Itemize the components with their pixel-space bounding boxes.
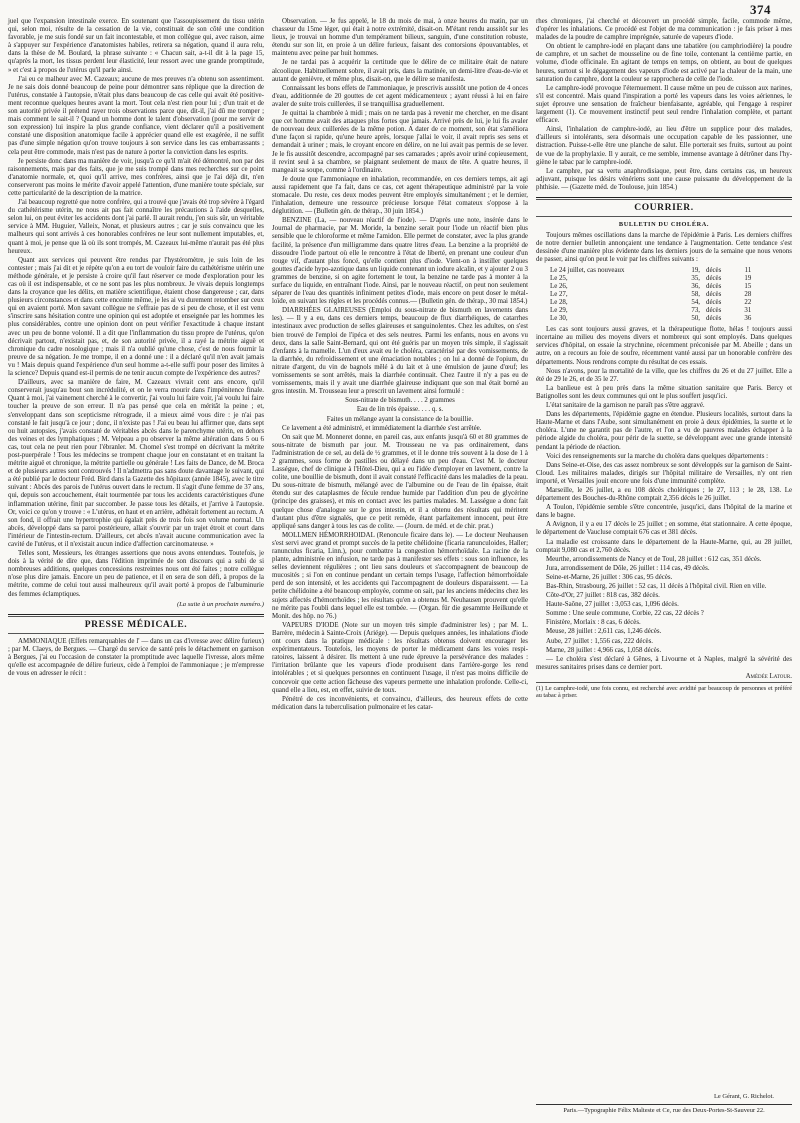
paragraph: Voici des renseignements sur la marche du choléra dans quelques départements : [546,452,769,460]
paragraph-observation: Observation. — Je fus appelé, le 18 du mois de mai, à onze heures du matin, par un chasseur du 15me léger, qui était à notre extrémité, disait-on. M'étant rendu aussitôt sur les lieux, je trouvai un homme d'un tempérament bilieux, sanguin, d'une constitution robuste, étendu sur son lit, en proie à un délire furieux, faisant des contorsions épouvantables, et maintenu avec peine par huit hommes. [272,18,528,58]
paragraph: Haute-Saône, 27 juillet : 3,053 cas, 1,096 décès. [546,601,679,609]
stats-deaths: 31 [744,307,752,314]
paragraph: Les cas sont toujours aussi graves, et la thérapeutique flotte, hélas ! toujours aussi incertaine au milieu des moyens divers et nombreux qui sont employés. Dans quelques services d'hôpital, on essaie la strychnine, récemment préconisée par M. Abeille ; dans un autre, on a recours au foie de soufre, récemment vanté aussi par un honorable confrère des départements. Nous rendrons compte du résultat de ces essais. [536,326,792,366]
stats-deaths: 19 [744,274,752,282]
page-number: 374 [750,2,771,17]
stats-row [550,291,792,299]
paragraph: Je quittai la chambrée à midi ; mais on ne tarda pas à revenir me chercher, en me disant que cet homme avait des attaques plus fortes que jamais. Arrivé près de lui, je lui fis avaler de nouveau deux cuillerées de la même potion. A dater de ce moment, son état s'améliora d'une façon si rapide, qu'une heure après, lorsque j'allai le voir, il avait repris ses sens et demandait à uriner ; mais, le croyant encore en délire, on ne lui avait pas permis de se lever. Je le fis aussitôt descendre, accompagné par ses camarades ; après avoir uriné copieusement, il revint seul à sa chambre, se plaignant seulement de maux de tête. A quatre heures, il mangeait sa soupe, comme à l'ordinaire. [272,110,528,174]
column-3 [536,18,792,701]
paragraph: La banlieue est à peu près dans la même situation sanitaire que Paris. Bercy et Batignolles sont les deux communes qui ont le plus souffert jusqu'ici. [536,384,792,400]
paragraph: rhes chroniques, j'ai cherché et découvert un procédé simple, facile, commode même, d'opérer les inhalations. Ce procédé est l'objet de ma communication : je fais priser à mes malades de la poudre de camphre imprégnée, saturée de vapeurs d'iode. [536,18,792,42]
paragraph: Meuse, 28 juillet : 2,611 cas, 1,246 décès. [546,628,662,636]
subtitle-bulletin-cholera: BULLETIN DU CHOLÉRA. [618,221,710,229]
stats-deaths: 11 [744,266,752,274]
stats-deaths-label: décès [706,298,722,306]
stats-cases: 54, [691,298,700,306]
section-rule [8,614,264,615]
paragraph: Toujours mêmes oscillations dans la marche de l'épidémie à Paris. Les derniers chiffres de notre dernier bulletin annonçaient une tendance à l'augmentation. Cette tendance s'est dessinée d'une manière plus évidente dans les derniers jours de la semaine que nous venons de passer, ainsi qu'on peut le voir par les chiffres suivants : [536,232,792,264]
article-benzine: BENZINE (La, — nouveau réactif de l'iode). — D'après une note, insérée dans le Journal de pharmacie, par M. Moride, la benzine serait pour l'iode un réactif bien plus sensible que le chloroforme et même l'amidon. Elle permet de constater, avec la plus grande facilité, la présence d'un milligramme dans quatre litres d'eau. La benzine a la propriété de dissoudre l'iode partout où elle le rencontre à l'état de liberté, en prenant une couleur d'un rouge vif, d'autant plus foncé, qu'elle contient plus d'iode. Vient-on à instiller quelques gouttes d'acide hypo-azotique dans un liquide contenant un iodure alcalin, et y ajouter 2 ou 3 grammes de benzine, si on agite fortement le tout, la benzine ne tarde pas à monter à la surface du liquide, en entraînant l'iode. Ainsi, par le nouveau réactif, on peut non seulement séparer de l'eau des quantités infiniment petites d'iode, mais encore on peut doser le métalloïde, en suivant les règles et les procédés connus.— (Bulletin gén. de thérap., 30 mai 1854.) [272,217,528,306]
paragraph: Telles sont, Messieurs, les étranges assertions que nous avons entendues. Toutefois, je dois à la vérité de dire que, dans l'édition imprimée de son discours qui a subi de si nombreuses additions, quelques concessions restreintes nous ont été faites ; notre collègue n'ose plus dire jamais. Encore un peu de patience, et il en sera de son défi, à propos de la métrite, comme de celui tout aussi malheureux qu'il avait porté à propos de l'albuminurie des femmes éclamptiques. [8,550,264,598]
formula-line: Faites un mélange ayant la consistance de la bouillie. [326,415,474,423]
stats-deaths: 22 [744,298,752,306]
paragraph: Somme : Une seule commune, Corbie, 22 cas, 22 décès ? [546,610,704,618]
paragraph: Aube, 27 juillet : 1,556 cas, 222 décès. [546,637,653,645]
paragraph: A Toulon, l'épidémie semble s'être concentrée, jusqu'ici, dans l'hôpital de la marine et dans le bagne. [536,504,792,520]
paragraph: Marseille, le 26 juillet, a eu 108 décès cholériques ; le 27, 113 ; le 28, 138. Le département des Bouches-du-Rhône comptait 2,356 décès le 26 juillet. [536,486,792,503]
paragraph: On obtient le camphre-iodé en plaçant dans une tabatière (ou camphriodière) la poudre de camphre, et un sachet de mousseline ou de fine toile, contenant la centième partie, en volume, d'iode officinale. En agitant de temps en temps, on obtient, au bout de quelques heures, surtout si le dégagement des vapeurs d'iode est activé par la chaleur de la main, une saturation du camphre, dont la couleur se rapprochera de celle de l'iode. [536,43,792,83]
stats-date: Le 30, [550,315,568,323]
stats-cases: 50, [691,315,700,323]
paragraph: Nous n'avons, pour la mortalité de la ville, que les chiffres du 26 et du 27 juillet. Elle a été de 29 le 26, et de 35 le 27. [536,367,792,383]
stats-cases: 19, [691,266,700,274]
stats-date: Le 28, [550,298,568,306]
section-rule [536,197,792,198]
stats-row [550,315,792,323]
paragraph: Pénétré de ces inconvénients, et convaincu, d'ailleurs, des heureux effets de cette médication dans la tuberculisation pulmonaire et les catar- [272,695,528,711]
stats-cases: 58, [691,290,700,298]
paragraph: Le camphre-iodé provoque l'éternuement. Il cause même un peu de cuisson aux narines, s'il est concentré. Mais quand l'inspiration a porté les vapeurs dans les voies aériennes, le sujet éprouve une sensation de fraîcheur bienfaisante, agréable, qui l'engage à respirer largement (1). Ce mouvement instinctif peut seul rendre l'inhalation complète, et partant efficace. [536,84,792,125]
stats-cases: 36, [691,282,700,290]
stats-row [550,307,792,315]
paragraph: Je persiste donc dans ma manière de voir, jusqu'à ce qu'il m'ait été démontré, non par des raisonnements, mais par des faits, que je me suis trompé dans mes recherches sur ce point d'anatomie normale, et, quoi qu'il arrive, mes confrères, ainsi que je l'ai déjà dit, n'en conserveront pas moins le mérite d'avoir appelé l'attention, d'une manière toute spéciale, sur cette particularité de la description de la matrice. [8,157,264,197]
stats-date: Le 29, [550,307,568,314]
section-title-presse-medicale: PRESSE MÉDICALE. [84,619,188,630]
stats-row [550,283,792,291]
paragraph: Ce lavement a été administré, et immédiatement la diarrhée s'est arrêtée. [282,424,482,432]
paragraph: Le camphre, par sa vertu anaphrodisiaque, peut être, dans certains cas, un heureux adjuvant, puisque les désirs vénériens sont une cause puissante du développement de la phthisie. — (Gazette méd. de Toulouse, juin 1854.) [536,167,792,191]
signature: Amédée Latour. [745,672,792,680]
paragraph: Ainsi, l'inhalation de camphre-iodé, au lieu d'être un supplice pour des malades, d'ailleurs si intolérants, sera désormais une occupation capable de les passionner, une distraction. Puisse-t-elle être une planche de salut. Elle porterait ses fruits, surtout au point de vue de la prophylaxie. Il y aurait, ce me semble, immense avantage à détrôner dans l'hygiène le tabac par le camphre-iodé. [536,126,792,166]
paragraph: Jura, arrondissement de Dôle, 26 juillet : 114 cas, 49 décès. [546,564,710,572]
gerant-line: Le Gérant, G. Richelot. [714,1093,774,1100]
paragraph: juel que l'expansion intestinale exerce. En soutenant que l'assoupissement du tissu utérin qui, selon moi, résulte de la cessation de la vie, constituait de son côté une condition favorable, je me suis fondé sur un fait incontestable, et mon collègue qui, avec raison, aime à s'appuyer sur l'expérience d'anatomistes habiles, retirera sa négation, quand il aura relu, dans la thèse de M. Boulard, la phrase suivante : « Chacun sait, a-t-il dit à la page 15, qu'après la mort, les tissus perdent leur élasticité, leur ressort avec une grande promptitude, » et c'est à propos de l'utérus qu'il parle ainsi. [8,18,264,74]
stats-deaths: 15 [744,282,752,290]
stats-cases: 73, [691,307,700,314]
paragraph: L'état sanitaire de la garnison ne paraît pas s'être aggravé. [546,402,705,410]
stats-deaths-label: décès [706,274,722,282]
stats-date: Le 25, [550,274,568,282]
paragraph: Bas-Rhin, Strasbourg, 26 juillet : 52 cas, 11 décès à l'hôpital civil. Rien en ville. [546,583,767,590]
section-rule-thin [536,199,792,200]
paragraph: Quant aux services qui peuvent être rendus par l'hystéromètre, je suis loin de les contester ; mais j'ai dit et je répète qu'on a eu tort de vouloir faire du cathétérisme utérin une méthode générale, et je persiste à croire qu'il faut réserver ce mode d'exploration pour les cas où il est indispensable, et ce ne sont pas les plus nombreux. Je vivais depuis longtemps dans la croyance que les délits, en matière scientifique, étaient chose dangereuse ; car, dans plusieurs circonstances et dans cette enceinte même, je les ai vu durement retomber sur ceux qui en avaient porté. Mon savant collègue ne s'effraie pas de si peu de chose, et il est venu s'inscrire sans hésitation contre une opinion qui est adoptée et enseignée par les hommes les plus considérables, contre une opinion dont on peut vérifier l'exactitude à chaque instant avec un peu de bonne volonté. Il a dit que l'inflammation du tissu propre de l'utérus, qu'on décrivait partout, n'existait pas, et, de son autorité privée, il a rayé la métrite aiguë et chronique du cadre nosologique ; mais il n'a oublié qu'une chose, c'est de nous fournir la preuve de sa négation. Je me trompe, il en a donné une : il a déclaré qu'il n'en avait jamais vu ! Mais depuis quand l'expérience d'un seul homme a-t-elle suffi pour poser des limites à la science? Depuis quand est-il permis de ne tenir aucun compte de l'expérience des autres? [8,256,264,378]
article-ammoniaque: AMMONIAQUE (Effets remarquables de l' — dans un cas d'ivresse avec délire furieux) ; par M. Claeys, de Bergues. — Chargé du service de santé près le détachement en garnison à Bergues, j'ai eu l'occasion de constater la promptitude avec laquelle l'ivresse, alors même qu'elle est accompagnée de délire furieux, cède à l'emploi de l'ammoniaque ; je m'empresse de vous en adresser le récit : [8,637,264,678]
stats-date: Le 24 juillet, cas nouveaux [550,266,625,274]
paragraph: Meurthe, arrondissements de Nancy et de Toul, 28 juillet : 612 cas, 351 décès. [546,555,762,563]
article-diarrhees: DIARRHÉES GLAIREUSES (Emploi du sous-nitrate de bismuth en lavements dans les). — Il y a eu, dans ces derniers temps, beaucoup de flux diarrhéiques, de catarrhes intestinaux avec production de selles glaireuses et sanguinolentes. Chez les adultes, on s'est bien trouvé de l'emploi de l'ipéca et des sels neutres. Parmi les enfants, nous en avons vu deux, dans la salle Saint-Bernard, qui ont été guéris par un moyen très simple, il s'agissait d'enfants à la mamelle. L'un d'eux avait eu le choléra, caractérisé par des vomissements, de la diarrhée, du refroidissement et une émaciation notables ; on lui a donné de l'opium, du nitrate d'argent, du vin de bagnols mêlé à du lait et à une émulsion de jaune d'œuf; les vomissements se sont arrêtés, mais la diarrhée continuait. Chez l'autre il n'y a pas eu de vomissements, mais il y avait une diarrhée glaireuse indiquant que son mal était borné au gros intestin. M. Trousseau leur a prescrit un lavement ainsi formulé : [272,307,528,396]
stats-deaths-label: décès [706,315,722,323]
continuation-note: (La suite à un prochain numéro.) [176,600,264,608]
formula-line: Sous-nitrate de bismuth. . . . 2 grammes [345,397,455,405]
section-rule-thin [8,616,264,617]
paragraph: Finistère, Morlaix : 8 cas, 6 décès. [546,619,641,627]
paragraph: On sait que M. Monneret donne, en pareil cas, aux enfants jusqu'à 60 et 80 grammes de sous-nitrate de bismuth par jour. M. Trousseau ne va pas ordinairement, dans l'administration de ce sel, au delà de ½ grammes, et il le donne très souvent à la dose de 1 à 2 grammes, sous forme de pastilles ou délayé dans un peu d'eau. C'est M. le docteur Lasségue, chef de clinique à l'Hôtel-Dieu, qui a eu l'idée d'employer en lavement, contre la colite, une bouillie de bismuth, dont il avait constaté l'efficacité dans les maladies de la peau. Du sous-nitrate de bismuth, mélangé avec de l'albumine ou de l'eau de lin épaisse, était étendu sur des cataplasmes de fécule rendue humide par l'addition d'un peu de glycérine (principe des graisses), et mis en contact avec les parties malades. M. Lasségue a donc fait quelque chose d'analogue sur le gros intestin, et il a obtenu des résultats qui méritent d'autant plus d'être signalés, que ce petit remède, étant parfaitement innocent, peut être appliqué sans danger à tous les cas de colite. — (Journ. de méd. et de chir. prat.) [272,433,528,530]
stats-deaths-label: décès [706,290,722,298]
paragraph: Je doute que l'ammoniaque en inhalation, recommandée, en ces derniers temps, ait agi aussi rapidement que l'a fait, dans ce cas, cet agent thérapeutique administré par la voie stomacale. Du reste, ces deux modes peuvent être employés simultanément ; et le dernier, l'inhalation, demeure une ressource précieuse lorsque l'état comateux s'oppose à la déglutition. — (Bulletin gén. de thérap., 30 juin 1854.) [272,175,528,216]
article-vapeurs-iode: VAPEURS D'IODE (Note sur un moyen très simple d'administrer les) ; par M. L. Barrère, médecin à Sainte-Croix (Ariége). — Depuis quelques années, les inhalations d'iode ont cours dans la pratique médicale : les résultats obtenus doivent encourager les expérimentateurs. Toutefois, les moyens de porter le médicament dans les voies respiratoires, laissent à désirer. Ils mettent à une rude épreuve la persévérance des malades : l'irritation brûlante que les vapeurs d'iode produisent dans l'arrière-gorge les rend intolérables ; et si quelques personnes en continuent l'usage, il n'est pas moins difficile de concevoir que cette action fâcheuse des vapeurs permette une inhalation profonde. Celle-ci, quand elle a lieu, est, en effet, suivie de toux. [272,621,528,694]
stats-row [550,275,792,283]
paragraph: Côte-d'Or, 27 juillet : 818 cas, 382 décès. [546,592,660,600]
paragraph: Je ne tardai pas à acquérir la certitude que le délire de ce militaire était de nature alcoolique. Habituellement sobre, il avait pris, dans la matinée, un demi-litre d'eau-de-vie et autant de genièvre, et même plus, disait-on, que le délire se manifesta. [272,59,528,83]
paragraph: A Avignon, il y a eu 17 décès le 25 juillet ; en somme, état stationnaire. A cette époque, le département de Vaucluse comptait 676 cas et 381 décès. [536,521,792,537]
section-rule-thin [536,216,792,217]
paragraph: J'ai eu ce malheur avec M. Cazeaux; aucune de mes preuves n'a obtenu son assentiment. Je ne sais dois donné beaucoup de peine pour démontrer sans réplique que la direction de l'utérus, constatée à l'autopsie, n'était plus dans beaucoup de cas celle qui avait été positivement reconnue quelques heures avant la mort. Tout cela n'est rien pour lui ; d'un trait et de son autorité privée il prétend rayer trois observations parce que, dit-il, j'ai dû me tromper ; mais comment le sait-il ? Quand un homme dont le talent d'observation (pour me servir de son expression) lui inspire la plus grande confiance, vient déclarer qu'il a positivement constaté une disposition anatomique facile à apprécier quand elle est exagérée, il ne suffit pas d'une simple négation qu'on trouve toujours à son service dans les cas embarrassants ; cela peut être commode, mais n'est pas de nature à porter la conviction dans les esprits. [8,75,264,156]
paragraph: Seine-et-Marne, 26 juillet : 306 cas, 95 décès. [546,573,673,581]
section-title-courrier: COURRIER. [634,202,694,213]
paragraph: Connaissant les bons effets de l'ammoniaque, je prescrivis aussitôt une potion de 4 onces d'eau, additionnée de 20 gouttes de cet agent médicamenteux ; ayant réussi à lui en faire avaler de suite trois cuillerées, il se tranquillisa graduellement. [272,84,528,108]
stats-date: Le 26, [550,282,568,290]
column-1 [8,18,264,679]
stats-deaths-label: décès [706,266,722,274]
section-rule-thin [8,633,264,634]
paragraph: — Le choléra s'est déclaré à Gênes, à Livourne et à Naples, malgré la sévérité des mesures sanitaires prises dans ce dernier port. [536,655,792,671]
stats-row [550,267,792,275]
stats-cases: 35, [691,274,700,282]
paragraph: D'ailleurs, avec sa manière de faire, M. Cazeaux vivrait cent ans encore, qu'il conserverait jusqu'au bout son incrédulité, et on le verra mourir dans l'impénitence finale. Quant à moi, j'ai vainement cherché à le convertir, j'ai voulu lui faire voir, j'ai voulu lui faire toucher la preuve de son erreur. Il n'a pas pensé que cela en méritât la peine ; et, s'enveloppant dans son scepticisme rétrograde, il a mieux aimé vous dire : je n'ai pas constaté le fait jusqu'à ce jour ; donc, il n'existe pas ! J'ai eu beau lui affirmer que, dans sept ou huit autopsies, j'avais constaté de véritables abcès dans le parenchyme utérin, en dehors des veines et des lymphatiques ; M. Velpeau a pu observer la même altération dans 5 ou 6 cas, tout cela ne peut rien pour l'ébranler. M. Chomel s'est trompé en décrivant la métrite post-puerpérale ! Tous les médecins se trompent chaque jour en constatant et en traitant la métrite aiguë et chronique, la métrite partielle ou générale ! Les faits de Dance, de M. Broca et de plusieurs autres sont controuvés ! Il n'admettra pas sans doute davantage le suivant, qui a été publié par le docteur Fréd. Bird dans la Gazette des hôpitaux (année 1845), avec le titre suivant : Abcès des parois de l'utérus ouvert dans le rectum. Il s'agit d'une femme de 37 ans, qui, depuis son accouchement, était tourmentée par tous les accidents caractéristiques d'une inflammation utérine, finit par succomber. Je passe tous les détails, et j'arrive à l'autopsie. Or, voici ce qu'on y trouve : « L'utérus, en haut et en arrière, adhérait fortement au rectum. A son fond, il offrait une hypertrophie qui égalait près de trois fois son volume normal. Un abcès, développé dans sa paroi postérieure, allait s'ouvrir par un trajet étroit et court dans l'intérieur de l'intestin-rectum. D'ailleurs, cet abcès n'avait aucune communication avec la cavité de l'utérus, et il n'existait aucun indice d'affection carcinomateuse. » [8,379,264,548]
stats-row [550,299,792,307]
stats-deaths: 36 [744,315,752,323]
paragraph: J'ai beaucoup regretté que notre confrère, qui a trouvé que j'avais été trop sévère à l'égard du cathétérisme utérin, ne nous ait pas fait connaître les précautions à l'aide desquelles, selon lui, on peut éviter les accidents dont j'ai parlé. Il aurait rendu, j'en suis sûr, un véritable service à MM. Huguier, Valleix, Nonat, et plusieurs autres ; car je suis convaincu que les malheurs qui sont arrivés à ces honorables confrères ne leur sont nullement imputables, et, quant à moi, je pense que là où ils sont trompés, M. Cazeaux lui-même n'aurait pas été plus heureux. [8,199,264,255]
stats-deaths-label: décès [706,282,722,290]
printer-line: Paris.—Typographie Félix Malteste et Ce, rue des Deux-Portes-St-Sauveur 22. [536,1104,792,1114]
formula-line: Eau de lin très épaisse. . . . q. s. [356,406,444,414]
page-footer [536,1093,792,1114]
column-2 [272,18,528,713]
footnote: (1) Le camphre-iodé, une fois connu, est recherché avec avidité par beaucoup de personnes et préféré au tabac à priser. [536,682,792,700]
paragraph: Marne, 28 juillet : 4,966 cas, 1,058 décès. [546,646,662,654]
cholera-stats-table [550,267,792,324]
stats-deaths: 28 [744,290,752,298]
paragraph: La maladie est croissante dans le département de la Haute-Marne, qui, au 28 juillet, comptait 9,080 cas et 2,760 décès. [536,538,792,554]
paragraph: Dans les départements, l'épidémie gagne en étendue. Plusieurs localités, surtout dans la Haute-Marne et dans l'Aube, sont simultanément en proie à deux épidémies, la suette et le choléra. L'une ne garantit pas de l'autre, et l'on a vu de pauvres malades échapper à la période algide du choléra, pour périr de la suette, se développant avec une grande intensité pendant la période de réaction. [536,411,792,451]
article-molimen: MOLLMEN HÉMORRHOIDAL (Renoncule ficaire dans le). — Le docteur Neuhausen s'est servi avec grand et prompt succès de la petite chélidoine (ficaria ranunculoides, Haller; ranunculus ficaria, Linn.), pour combattre la congestion hémorrhoïdale. La racine de la plante, administrée en infusion, ne tarde pas à manifester ses effets : sous son influence, les selles deviennent régulières ; ont lieu sans douleurs et s'accompagnent de beaucoup de mucosités ; si l'on en continue pendant un certain temps l'usage, l'affection hémorrhoïdale perd de son intensité, et les accidents qui l'accompagnent de douleurs disparaissent. — La petite chélidoine a été beaucoup employée, comme on sait, par les anciens médecins chez les sujets affectés d'hémorrhoïdes ; les résultats qu'en a obtenus M. Neuhausen prouvent qu'elle ne mérite pas l'oubli dans lequel elle est tombée. — (Organ. für die gesammte Heilkunde et Monit. des hôp. no 76.) [272,531,528,620]
stats-date: Le 27, [550,290,568,298]
stats-deaths-label: décès [706,307,722,314]
paragraph: Dans Seine-et-Oise, des cas assez nombreux se sont développés sur la garnison de Saint-Cloud. Les militaires malades, dirigés sur l'hôpital militaire de Versailles, n'y ont rien importé, et Versailles jouit encore une fois d'une immunité complète. [536,461,792,485]
